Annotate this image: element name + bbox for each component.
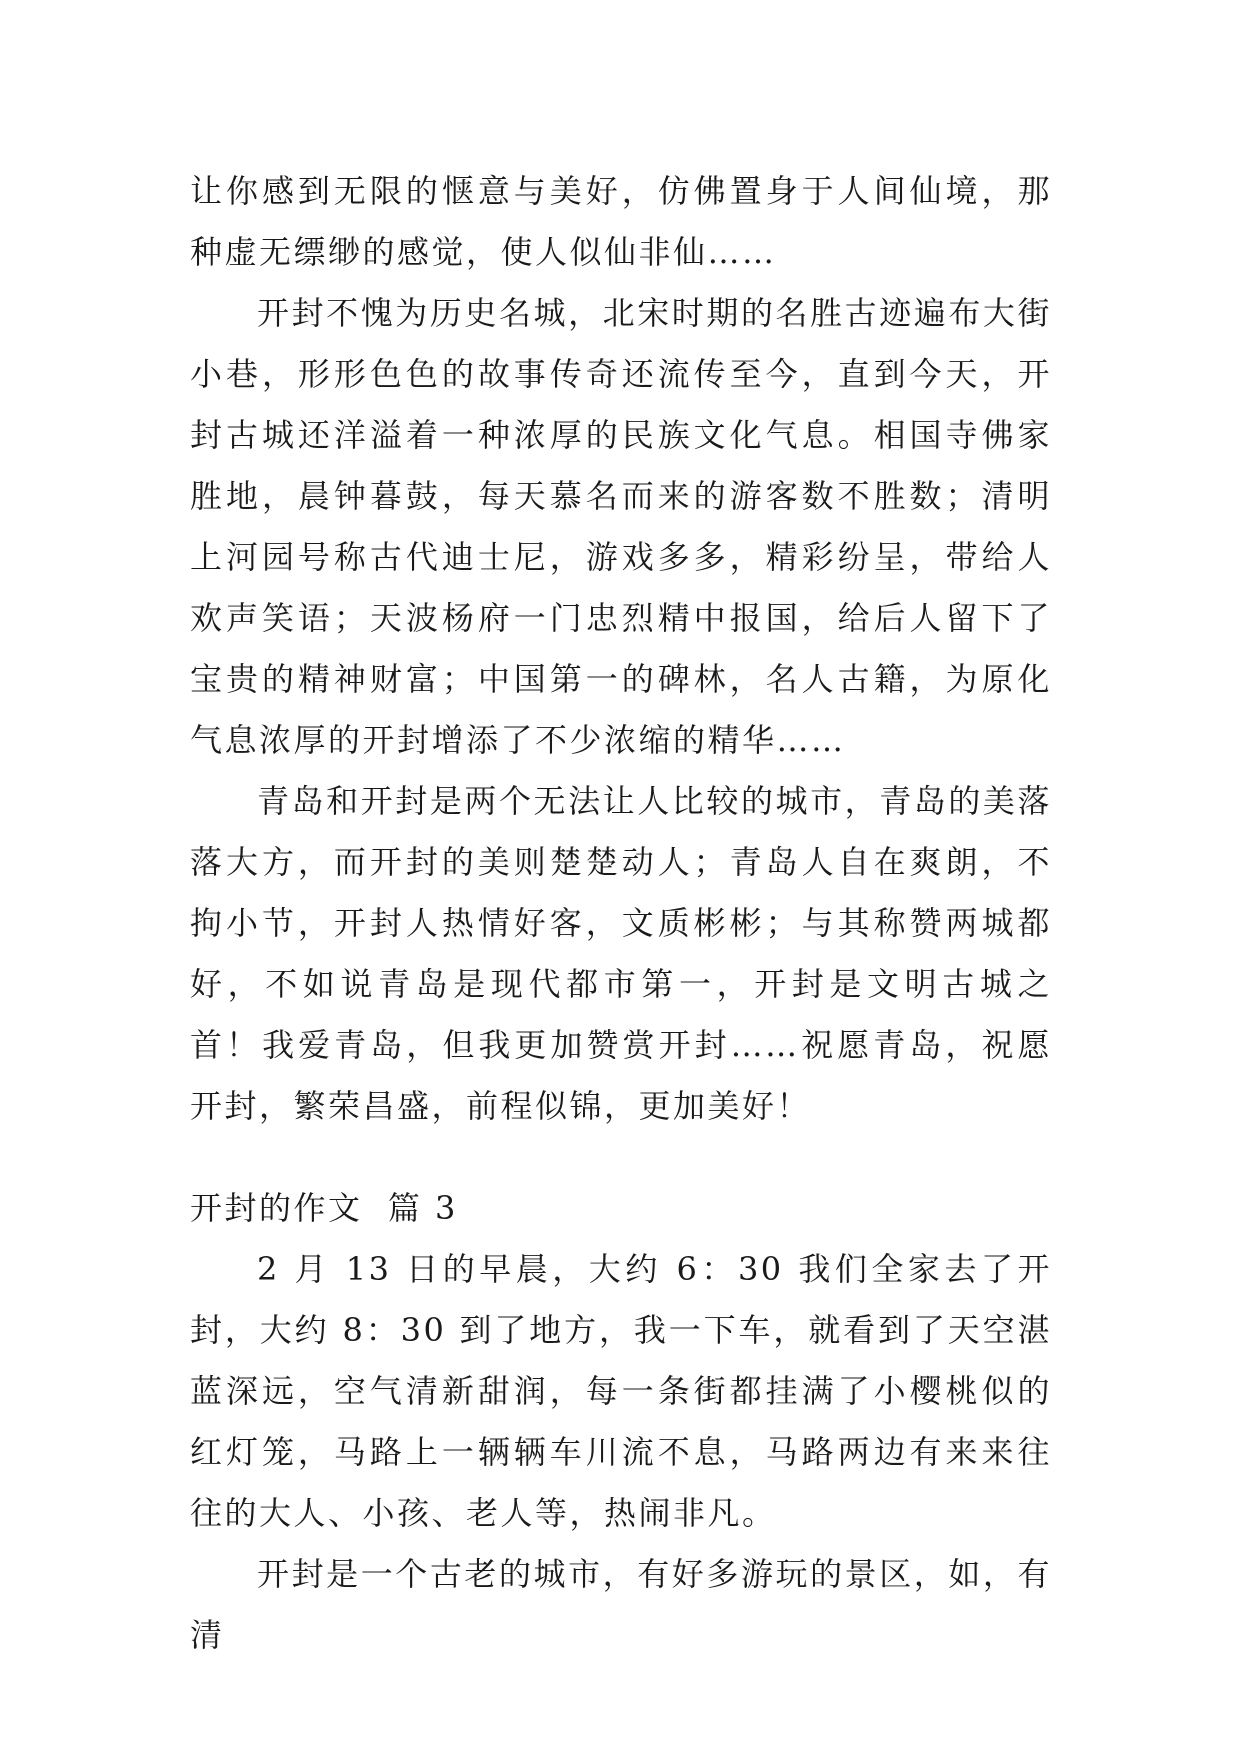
paragraph-kaifeng-history: 开封不愧为历史名城，北宋时期的名胜古迹遍布大街小巷，形形色色的故事传奇还流传至今，直到今天，开封古城还洋溢着一种浓厚的民族文化气息。相国寺佛家胜地，晨钟暮鼓，每天慕名而来的游客数不胜数；清明上河园号称古代迪士尼，游戏多多，精彩纷呈，带给人欢声笑语；天波杨府一门忠烈精中报国，给后人留下了宝贵的精神财富；中国第一的碑林，名人古籍，为原化气息浓厚的开封增添了不少浓缩的精华……: [190, 294, 1052, 759]
paragraph-qingdao-kaifeng-comparison: 青岛和开封是两个无法让人比较的城市，青岛的美落落大方，而开封的美则楚楚动人；青岛人自在爽朗，不拘小节，开封人热情好客，文质彬彬；与其称赞两城都好，不如说青岛是现代都市第一，开封是文明古城之首！我爱青岛，但我更加赞赏开封……祝愿青岛，祝愿开封，繁荣昌盛，前程似锦，更加美好！: [190, 782, 1052, 1125]
document-body: [190, 161, 1052, 1666]
paragraph-trip-morning: 2 月 13 日的早晨，大约 6：30 我们全家去了开封，大约 8：30 到了地方，我一下车，就看到了天空湛蓝深远，空气清新甜润，每一条街都挂满了小樱桃似的红灯笼，马路上一辆辆车川流不息，马路两边有来来往往的大人、小孩、老人等，热闹非凡。: [190, 1250, 1052, 1532]
section-spacer: [190, 1137, 1052, 1178]
paragraph-continuation: 让你感到无限的惬意与美好，仿佛置身于人间仙境，那种虚无缥缈的感觉，使人似仙非仙……: [190, 172, 1052, 271]
paragraph-ancient-city: 开封是一个古老的城市，有好多游玩的景区，如，有清: [190, 1555, 1052, 1654]
section-heading: 开封的作文 篇 3: [190, 1189, 458, 1227]
